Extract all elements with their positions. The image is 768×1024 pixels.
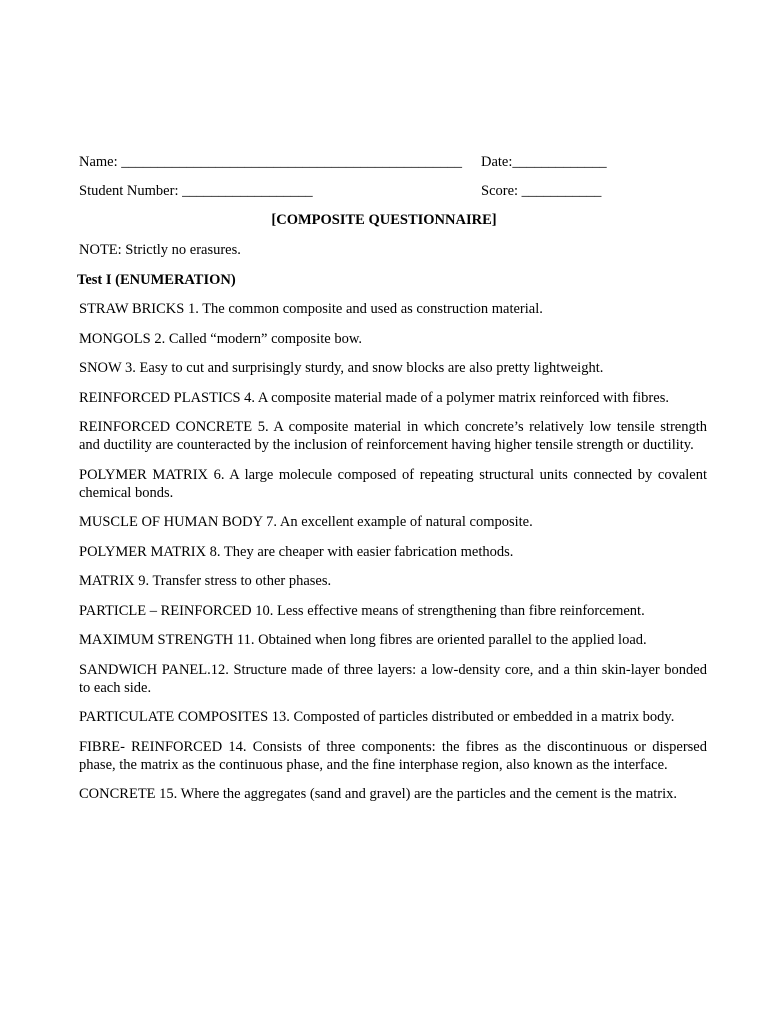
list-item: SNOW 3. Easy to cut and surprisingly sturdy, and snow blocks are also pretty lightweight. — [79, 360, 604, 376]
document-title: [COMPOSITE QUESTIONNAIRE] — [271, 212, 497, 228]
student-number-field-label: Student Number: __________________ — [79, 183, 313, 199]
test-heading: Test I (ENUMERATION) — [77, 272, 236, 288]
list-item: FIBRE- REINFORCED 14. Consists of three components: the fibres as the discontinuous or dispersed phase, the matrix as the continuous phase, and the fine interphase region, also known as the interface. — [79, 738, 707, 773]
list-item: MUSCLE OF HUMAN BODY 7. An excellent example of natural composite. — [79, 514, 533, 530]
list-item: PARTICULATE COMPOSITES 13. Composted of particles distributed or embedded in a matrix body. — [79, 709, 675, 725]
list-item: SANDWICH PANEL.12. Structure made of three layers: a low-density core, and a thin skin-layer bonded to each side. — [79, 661, 707, 696]
list-item: MATRIX 9. Transfer stress to other phases. — [79, 573, 332, 589]
question-list — [79, 300, 707, 815]
list-item: POLYMER MATRIX 8. They are cheaper with easier fabrication methods. — [79, 543, 514, 560]
date-field-label: Date:_____________ — [481, 154, 607, 170]
list-item: STRAW BRICKS 1. The common composite and used as construction material. — [79, 301, 543, 317]
list-item: MAXIMUM STRENGTH 11. Obtained when long fibres are oriented parallel to the applied load. — [79, 632, 647, 648]
list-item: POLYMER MATRIX 6. A large molecule composed of repeating structural units connected by covalent chemical bonds. — [79, 466, 707, 501]
note-text: NOTE: Strictly no erasures. — [79, 242, 241, 258]
score-field-label: Score: ___________ — [481, 183, 602, 199]
list-item: PARTICLE – REINFORCED 10. Less effective means of strengthening than fibre reinforcement. — [79, 602, 645, 619]
list-item: REINFORCED PLASTICS 4. A composite material made of a polymer matrix reinforced with fibres. — [79, 389, 669, 406]
list-item: CONCRETE 15. Where the aggregates (sand and gravel) are the particles and the cement is the matrix. — [79, 786, 678, 802]
list-item: MONGOLS 2. Called “modern” composite bow. — [79, 330, 362, 347]
list-item: REINFORCED CONCRETE 5. A composite material in which concrete’s relatively low tensile strength and ductility are counteracted by the inclusion of reinforcement having higher tensile strength or ductility. — [79, 419, 707, 453]
name-field-label: Name: _______________________________________________ — [79, 154, 463, 170]
